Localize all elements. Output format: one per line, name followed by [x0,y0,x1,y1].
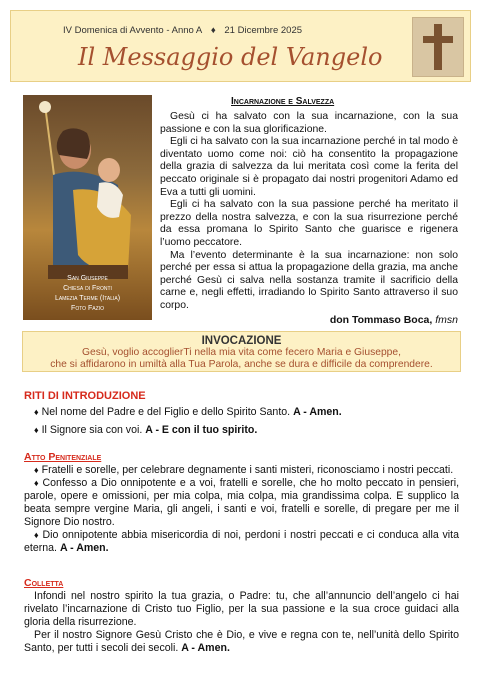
rite-response: A - E con il tuo spirito. [145,424,258,436]
rite-response: A - Amen. [293,406,342,418]
rite-text: Nel nome del Padre e del Figlio e dello Spirito Santo. [41,406,291,418]
riti-title: RITI DI INTRODUZIONE [24,390,146,402]
atto-section [24,451,459,555]
colletta-paragraph: Infondi nel nostro spirito la tua grazia, o Padre: tu, che all’annuncio dell’angelo ci hai rivelato l’incarnazione di Cristo tuo Figlio, per la sua passione e la sua croce guidaci alla gloria della risurrezione. [24,590,459,628]
atto-paragraph [24,477,459,529]
colletta-title: Colletta [24,577,64,589]
atto-response: A - Amen. [59,542,109,554]
diamond-bullet-icon: ♦ [34,530,40,540]
diamond-separator: ♦ [210,25,216,36]
header-meta [63,25,308,36]
invocation-line: che si affidarono in umiltà alla Tua Parola, anche se dura e difficile da comprendere. [50,359,433,370]
article-body [160,111,458,313]
image-caption [23,274,152,314]
atto-text: Fratelli e sorelle, per celebrare degnamente i santi misteri, riconosciamo i nostri peccati. [41,464,454,476]
rite-item [24,424,459,437]
cross-image [412,17,464,77]
diamond-bullet-icon: ♦ [34,478,40,488]
article-title: Incarnazione e Salvezza [231,96,335,107]
atto-text: Dio onnipotente abbia misericordia di noi, perdoni i nostri peccati e ci conduca alla vita eterna. [24,529,459,554]
colletta-paragraph [24,629,459,655]
page-title: Il Messaggio del Vangelo [78,43,383,71]
liturgy-label: IV Domenica di Avvento - Anno A [63,25,203,36]
diamond-bullet-icon: ♦ [34,465,39,475]
invocation-title: INVOCAZIONE [201,335,282,347]
caption-line: San Giuseppe [67,275,108,282]
saint-joseph-image [23,95,152,320]
atto-text: Confesso a Dio onnipotente e a voi, fratelli e sorelle, che ho molto peccato in pensieri, parole, opere e omissioni, per mia colpa, mia colpa, mia grandissima colpa. E supplico la beata sempre vergine Maria, gli angeli, i santi e voi, fratelli e sorelle, di pregare per me il Signore Dio nostro. [24,477,460,528]
article-paragraph: Egli ci ha salvato con la sua passione perché ha meritato il prezzo della nostra salvezza, e con la sua risurrezione perché da essa promana lo Spirito Santo che guarisce e rigenera l’uomo peccatore. [160,199,458,248]
author-signature [330,314,458,326]
atto-paragraph [24,529,459,555]
atto-paragraph [24,464,459,477]
riti-section [24,390,459,437]
colletta-section [24,577,459,655]
rite-item [24,406,459,419]
diamond-bullet-icon: ♦ [34,407,39,417]
article-paragraph: Egli ci ha salvato con la sua incarnazione perché in tal modo è diventato uomo come noi: ciò ha consentito la propagazione della grazia di salvezza da lui meritata così come la ferita del peccato originale si è propagato dai nostri progenitori Adamo ed Eva a tutti gli uomini. [160,136,458,198]
diamond-bullet-icon: ♦ [34,425,39,435]
invocation-box [22,331,461,372]
caption-line: Lamezia Terme (Italia) [54,295,121,302]
article-paragraph: Gesù ci ha salvato con la sua incarnazione, con la sua passione e con la sua glorificazione. [160,111,458,135]
caption-line: Foto Fazio [71,305,104,312]
colletta-text: Per il nostro Signore Gesù Cristo che è Dio, e vive e regna con te, nell’unità dello Spirito Santo, per tutti i secoli dei secoli. [24,629,459,654]
invocation-line: Gesù, voglio accoglierTi nella mia vita come fecero Maria e Giuseppe, [82,347,401,358]
header-banner [10,10,471,82]
author-name: don Tommaso Boca, [329,314,433,326]
atto-title: Atto Penitenziale [24,451,102,463]
rite-text: Il Signore sia con voi. [41,424,143,436]
author-suffix: fmsn [435,314,458,326]
date-label: 21 Dicembre 2025 [224,25,303,36]
article-paragraph: Ma l’evento determinante è la sua incarnazione: non solo perché per essa si attua la propagazione della grazia, ma anche perché Gesù ci salva nella sostanza tramite il sacrificio della carne e, negli effetti, irradiando lo Spirito Santo attraverso il suo corpo. [160,249,458,311]
cross-icon [413,18,463,76]
caption-line: Chiesa di Fronti [63,285,112,292]
colletta-response: A - Amen. [181,642,230,654]
